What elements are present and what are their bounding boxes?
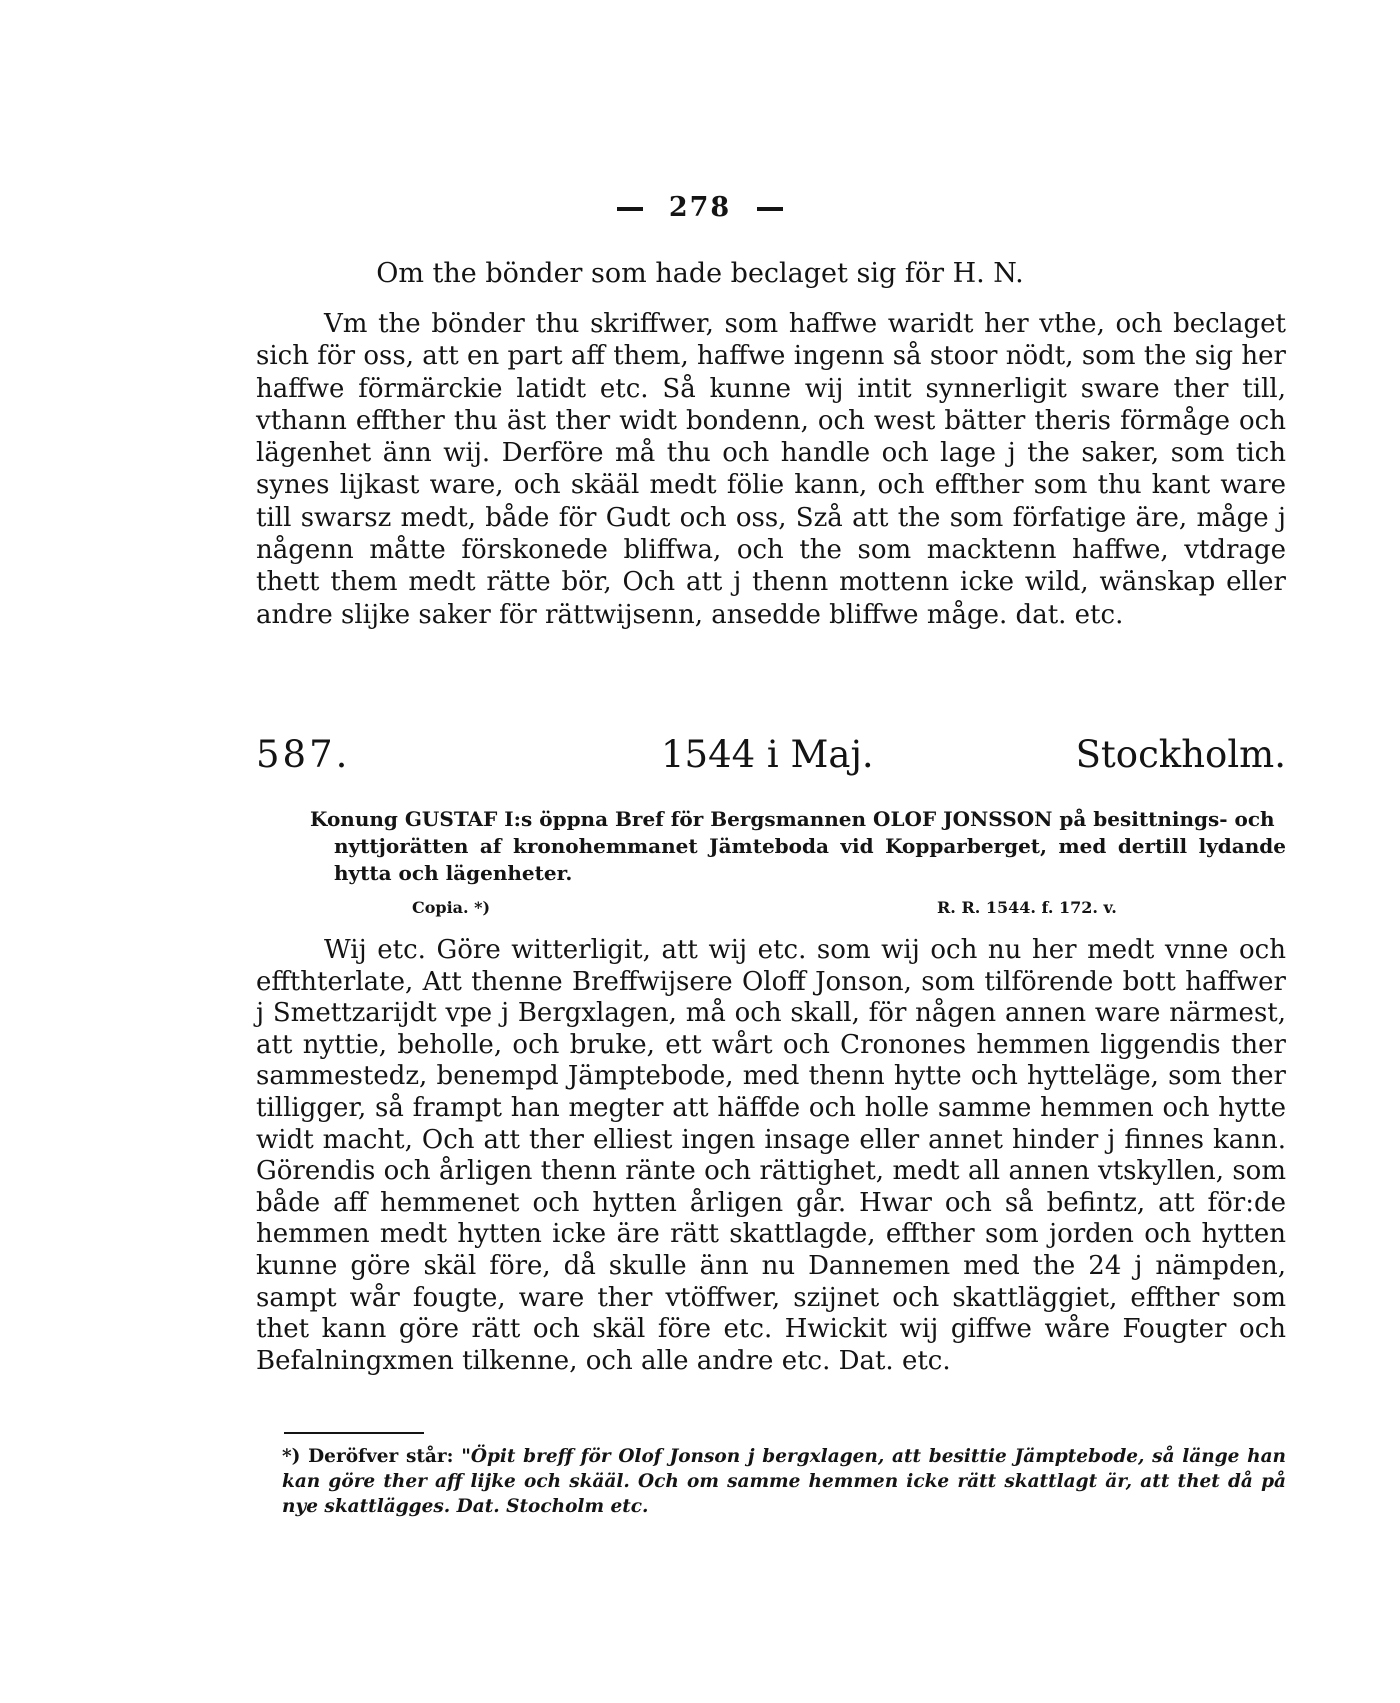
page-number-dash-left — [617, 207, 643, 211]
footnote-text: "Öpit breff för Olof Jonson j bergxlagen, att besittie Jämptebode, så länge han kan göre ther aff lijke och skääl. Och om samme hemmen icke rätt skattlagt är, att thet då på nye skattlägges. Dat. Stocholm etc. — [282, 1446, 1287, 1517]
footnote-divider — [284, 1432, 424, 1434]
footnote-lead: Deröfver står: — [308, 1446, 454, 1467]
copia-label: Copia. *) — [412, 898, 491, 917]
footnote — [282, 1444, 1286, 1519]
entry-summary-continuation: nyttjorätten af kronohemmanet Jämteboda vid Kopparberget, med dertill lydande hytta och lägenheter. — [334, 834, 1286, 885]
footnote-marker: *) — [282, 1446, 301, 1467]
section-heading: Om the bönder som hade beclaget sig för H. N. — [376, 258, 1024, 289]
second-letter-text: Wij etc. Göre witterligit, att wij etc. som wij och nu her medt vnne och effthterlate, Att thenne Breffwijsere Oloff Jonson, som tilförende bott haffwer j Smettzarijdt vpe j Bergxlagen, må och skall, för någen annen ware närmest, att nyttie, beholle, och bruke, ett wårt och Cronones hemmen liggendis ther sammestedz, benempd Jämptebode, med thenn hytte och hytteläge, som ther tilligger, så frampt han megter att häffde och holle samme hemmen och hytte widt macht, Och att ther elliest ingen insage eller annet hinder j finnes kann. Görendis och årligen thenn ränte och rättighet, medt all annen vtskyllen, som både aff hemmenet och hytten årligen går. Hwar och så befintz, att för:de hemmen medt hytten icke äre rätt skattlagde, effther som jorden och hytten kunne göre skäl före, då skulle änn nu Dannemen med the 24 j nämpden, sampt wår fougte, ware ther vtöffwer, szijnet och skattläggiet, effther som thet kann göre rätt och skäl före etc. Hwickit wij giffwe wåre Fougter och Befalningxmen tilkenne, och alle andre etc. Dat. etc. — [256, 935, 1286, 1376]
archive-reference: R. R. 1544. f. 172. v. — [937, 898, 1117, 917]
page-number-dash-right — [757, 207, 783, 211]
entry-header — [256, 733, 1286, 783]
entry-summary-first-line: Konung GUSTAF I:s öppna Bref för Bergsmannen OLOF JONSSON på besittnings- och — [310, 807, 1275, 831]
entry-summary — [312, 806, 1286, 887]
page-number: 278 — [668, 192, 732, 223]
first-letter-body — [256, 308, 1286, 631]
source-row — [0, 898, 1400, 922]
first-letter-text: Vm the bönder thu skriffwer, som haffwe waridt her vthe, och beclaget sich för oss, att en part aff them, haffwe ingenn så stoor nödt, som the sig her haffwe förmärckie latidt etc. Så kunne wij intit synnerligit sware ther till, vthann effther thu äst ther widt bondenn, och west bätter theris förmåge och lägenhet änn wij. Derföre må thu och handle och lage j the saker, som tich synes lijkast ware, och skääl medt fölie kann, och effther som thu kant ware till swarsz medt, både för Gudt och oss, Szå att the som förfatige äre, måge j någenn måtte förskonede bliffwa, och the som macktenn haffwe, vtdrage thett them medt rätte bör, Och att j thenn mottenn icke wild, wänskap eller andre slijke saker för rättwijsenn, ansedde bliffwe måge. dat. etc. — [256, 309, 1286, 630]
entry-number: 587. — [256, 733, 351, 776]
page-number-line — [0, 192, 1400, 223]
entry-date: 1544 i Maj. — [661, 733, 874, 776]
entry-place: Stockholm. — [1075, 733, 1286, 776]
second-letter-body — [256, 935, 1286, 1377]
